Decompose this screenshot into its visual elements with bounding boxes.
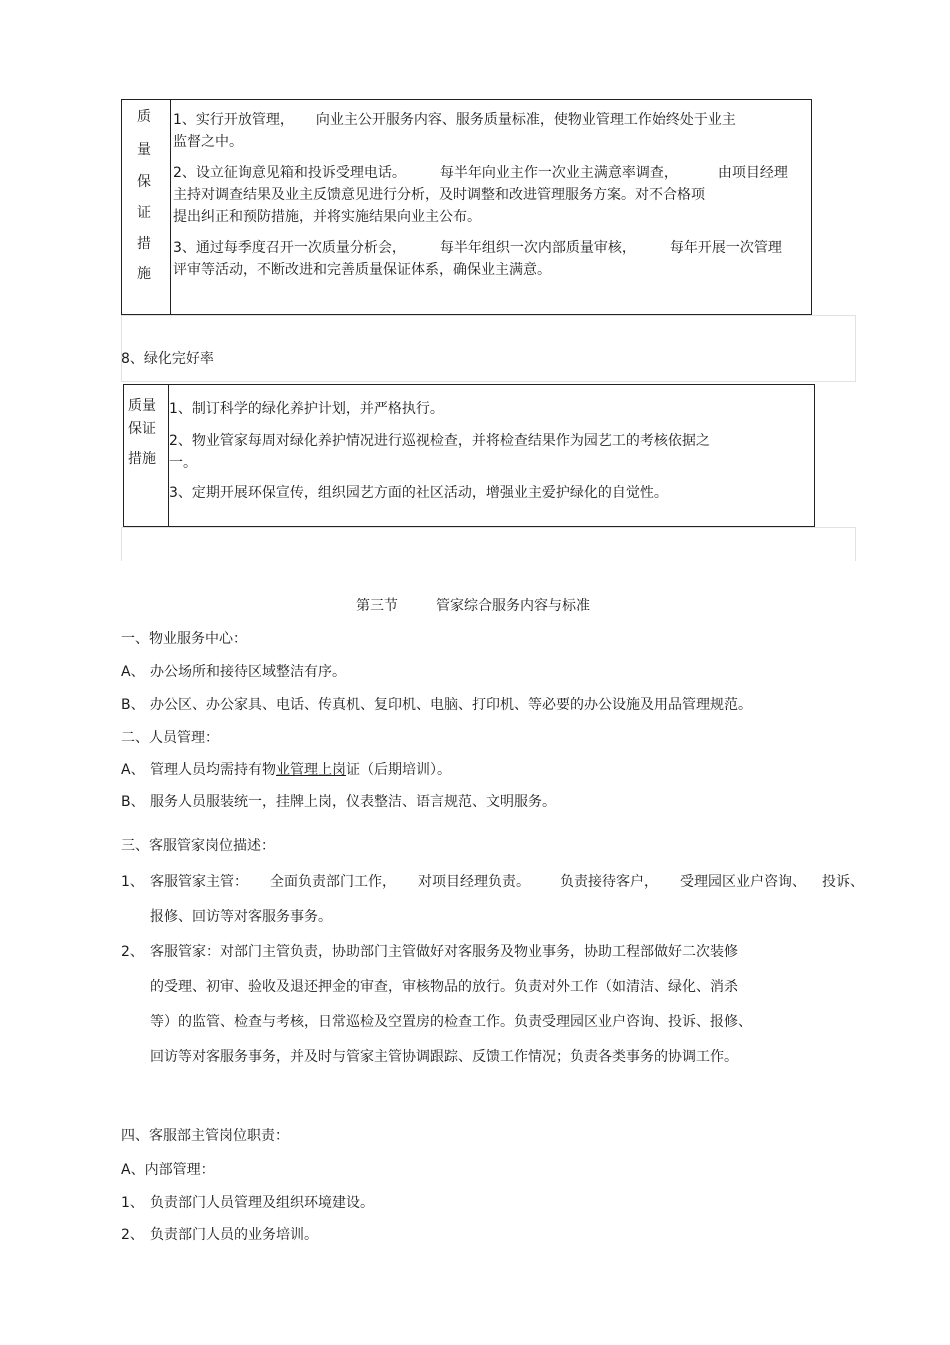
table-label-char: 质 — [137, 109, 151, 125]
list-item-text: 办公区、办公家具、电话、传真机、复印机、电脑、打印机、等必要的办公设施及用品管理规范。 — [150, 697, 752, 713]
text-segment: 受理园区业户咨询、 — [680, 874, 806, 890]
text-segment: 客服管家主管： — [150, 874, 248, 890]
text-segment: 对项目经理负责。 — [418, 874, 530, 890]
table-label-char: 施 — [137, 266, 151, 282]
measure-text: 2、设立征询意见箱和投诉受理电话。 — [173, 165, 406, 181]
text-segment: 证（后期培训）。 — [346, 762, 451, 778]
role-butler-line-3: 等）的监管、检查与考核，日常巡检及空置房的检查工作。负责受理园区业户咨询、投诉、报修、 — [150, 1014, 752, 1030]
subheading-internal-management: A、内部管理： — [121, 1162, 215, 1178]
list-marker: 2、 — [121, 1227, 144, 1243]
list-marker: B、 — [121, 794, 145, 810]
table2-label-line: 质量 — [128, 398, 156, 414]
role-butler-line-4: 回访等对客服务事务，并及时与管家主管协调跟踪、反馈工作情况；负责各类事务的协调工作。 — [150, 1049, 738, 1065]
measure-3-line-2: 评审等活动，不断改进和完善质量保证体系，确保业主满意。 — [173, 262, 551, 278]
list-item-text: 服务人员服装统一，挂牌上岗，仪表整洁、语言规范、文明服务。 — [150, 794, 556, 810]
measure-1-line-2: 监督之中。 — [173, 134, 243, 150]
role-supervisor-line-1 — [150, 871, 864, 891]
list-item-text — [150, 759, 451, 779]
underlined-text: 业管理上岗 — [276, 762, 346, 778]
heading-supervisor-duties: 四、客服部主管岗位职责： — [121, 1128, 289, 1144]
list-item-text: 办公场所和接待区域整洁有序。 — [150, 664, 346, 680]
section-number: 第三节 — [356, 598, 398, 614]
table-label-char: 保 — [137, 174, 151, 190]
measure-text: 每年开展一次管理 — [669, 240, 782, 256]
greening-measure-1: 1、制订科学的绿化养护计划，并严格执行。 — [169, 401, 444, 417]
table-label-char: 量 — [137, 142, 151, 158]
role-butler-line-2: 的受理、初审、验收及退还押金的审查，审核物品的放行。负责对外工作（如清洁、绿化、消杀 — [150, 979, 738, 995]
heading-service-center: 一、物业服务中心： — [121, 631, 247, 647]
section-8-title: 8、绿化完好率 — [121, 351, 214, 367]
table-label-char: 证 — [137, 205, 151, 221]
measure-text: 由项目经理 — [717, 165, 788, 181]
text-segment: 负责接待客户， — [560, 874, 658, 890]
role-butler-line-1: 客服管家：对部门主管负责，协助部门主管做好对客服务及物业事务，协助工程部做好二次装修 — [150, 944, 738, 960]
section-frame — [121, 315, 856, 382]
greening-measure-2-line-2: 一。 — [169, 455, 197, 471]
list-marker: A、 — [121, 762, 145, 778]
heading-butler-roles: 三、客服管家岗位描述： — [121, 838, 275, 854]
greening-measure-2-line-1: 2、物业管家每周对绿化养护情况进行巡视检查，并将检查结果作为园艺工的考核依据之 — [169, 433, 710, 449]
list-marker: 1、 — [121, 1195, 144, 1211]
list-marker: 1、 — [121, 874, 144, 890]
list-item-text: 负责部门人员管理及组织环境建设。 — [150, 1195, 374, 1211]
measure-2-line-2: 主持对调查结果及业主反馈意见进行分析，及时调整和改进管理服务方案。对不合格项 — [173, 187, 705, 203]
text-segment: 管理人员均需持有物 — [150, 762, 276, 778]
table2-label-line: 保证 — [128, 421, 156, 437]
measure-3-line-1 — [173, 237, 782, 257]
list-marker: A、 — [121, 664, 145, 680]
list-marker: 2、 — [121, 944, 144, 960]
text-segment: 全面负责部门工作， — [270, 874, 396, 890]
measure-text: 每半年组织一次内部质量审核， — [439, 240, 636, 256]
text-segment: 投诉、 — [822, 874, 864, 890]
table-label-char: 措 — [137, 236, 151, 252]
list-marker: B、 — [121, 697, 145, 713]
measure-1-line-1 — [173, 109, 736, 129]
list-item-text: 负责部门人员的业务培训。 — [150, 1227, 318, 1243]
heading-personnel: 二、人员管理： — [121, 730, 219, 746]
table2-label-line: 措施 — [128, 451, 156, 467]
measure-text: 3、通过每季度召开一次质量分析会， — [173, 240, 406, 256]
greening-measure-3: 3、定期开展环保宣传，组织园艺方面的社区活动，增强业主爱护绿化的自觉性。 — [169, 485, 668, 501]
section-title: 管家综合服务内容与标准 — [436, 598, 590, 614]
section-heading — [356, 595, 590, 615]
section-frame — [121, 527, 856, 561]
measure-text: 每半年向业主作一次业主满意率调查， — [439, 165, 678, 181]
measure-2-line-3: 提出纠正和预防措施，并将实施结果向业主公布。 — [173, 209, 481, 225]
measure-text: 1、实行开放管理， — [173, 112, 294, 128]
measure-text: 向业主公开服务内容、服务质量标准，使物业管理工作始终处于业主 — [315, 112, 736, 128]
role-supervisor-line-2: 报修、回访等对客服务事务。 — [150, 909, 332, 925]
measure-2-line-1 — [173, 162, 788, 182]
table-divider — [170, 100, 171, 314]
